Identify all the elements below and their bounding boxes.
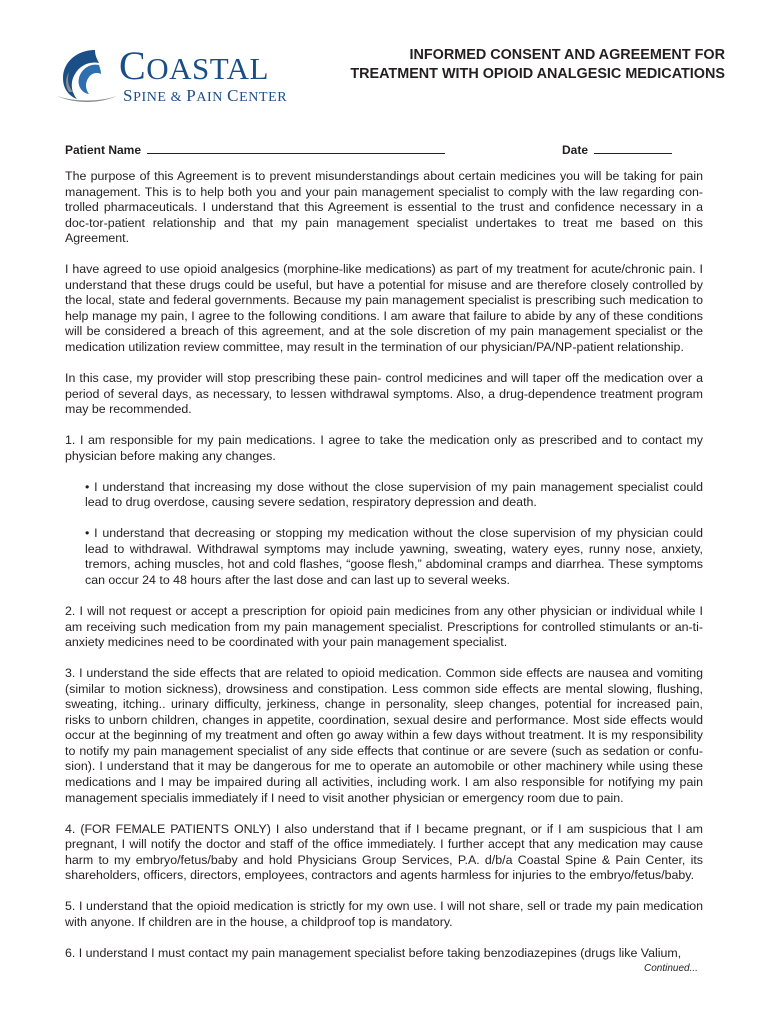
condition-4: 4. (FOR FEMALE PATIENTS ONLY) I also understand that if I became pregnant, or if I am suspicious that I am pregnant, I will notify the doctor and staff of the office immediately. I further accept that any medication may cause harm to my embryo/fetus/baby and hold Physicians Group Services, P.A. d/b/a Coastal Spine & Pain Center, its shareholders, officers, directors, employees, contractors and agents harmless for injuries to the embryo/fetus/baby. <box>65 821 703 883</box>
title-line-2: TREATMENT WITH OPIOID ANALGESIC MEDICATIONS <box>350 66 725 82</box>
opioid-use-paragraph: I have agreed to use opioid analgesics (morphine-like medications) as part of my treatment for acute/chronic pain. I understand that these drugs could be useful, but have a potential for misuse and are therefore closely controlled by the local, state and federal governments. Because my pain management specialist is prescribing such medication to help manage my pain, I agree to the following conditions. I am aware that failure to abide by any of these conditions will be considered a breach of this agreement, and at the sole discretion of my pain management specialist or the medication utilization review committee, may result in the termination of our physician/PA/NP-patient relationship. <box>65 262 703 354</box>
patient-name-blank[interactable] <box>147 142 445 154</box>
date-field[interactable] <box>562 142 672 157</box>
termination-paragraph: In this case, my provider will stop prescribing these pain- control medicines and will taper off the medication over a period of several days, as necessary, to lessen withdrawal symptoms. Also, a drug-dependence treatment program may be recommended. <box>65 371 703 417</box>
condition-6: 6. I understand I must contact my pain management specialist before taking benzodiazepines (drugs like Valium, <box>65 945 682 960</box>
title-line-1: INFORMED CONSENT AND AGREEMENT FOR <box>409 47 725 63</box>
logo-subtitle: SPINE & PAIN CENTER <box>123 86 288 105</box>
agreement-body <box>65 169 703 977</box>
condition-1-bullet-withdrawal: • I understand that decreasing or stopping my medication without the close supervision of my physician could lead to withdrawal. Withdrawal symptoms may include yawning, sweating, watery eyes, runny nose, anxiety, tremors, aching muscles, hot and cold flashes, “goose flesh,” abdominal cramps and diarrhea. These symptoms can occur 24 to 48 hours after the last dose and can last up to several weeks. <box>85 526 703 587</box>
condition-1-bullet-overdose: • I understand that increasing my dose without the close supervision of my pain management specialist could lead to drug overdose, causing severe sedation, respiratory depression and death. <box>85 479 703 510</box>
condition-3: 3. I understand the side effects that are related to opioid medication. Common side effects are nausea and vomiting (similar to motion sickness), drowsiness and constipation. Less common side effects are mental slowing, flushing, sweating, itching.. urinary difficulty, jerkiness, change in personality, sleep changes, potential for increased pain, risks to unborn children, changes in appetite, coordination, sexual desire and performance. Most side effects would occur at the beginning of my treatment and often go away within a few days without treatment. It is my responsibility to notify my pain management specialist of any side effects that continue or are severe (such as sedation or confu-sion). I understand that it may be dangerous for me to operate an automobile or other machinery while using these medications and I may be impaired during all activities, including work. I am also responsible for notifying my pain management specialis immediately if I need to visit another physician or emergency room due to pain. <box>65 666 703 805</box>
condition-5: 5. I understand that the opioid medication is strictly for my own use. I will not share, sell or trade my pain medication with anyone. If children are in the house, a childproof top is mandatory. <box>65 899 703 929</box>
continued-note: Continued... <box>644 963 698 974</box>
patient-name-field[interactable] <box>65 142 445 157</box>
condition-2: 2. I will not request or accept a prescription for opioid pain medicines from any other physician or individual while I am receiving such medication from my pain management specialist. Prescriptions for controlled stimulants or an-ti-anxiety medicines need to be coordinated with your pain management specialist. <box>65 604 703 650</box>
patient-name-label: Patient Name <box>65 143 142 157</box>
document-title <box>300 46 725 84</box>
date-blank[interactable] <box>594 142 672 154</box>
date-label: Date <box>562 143 589 157</box>
coastal-logo <box>55 44 305 110</box>
logo-wordmark: COASTAL <box>119 43 269 88</box>
purpose-paragraph: The purpose of this Agreement is to prevent misunderstandings about certain medicines you will be taking for pain management. This is to help both you and your pain management specialist to comply with the law regarding con-trolled pharmaceuticals. I understand that this Agreement is essential to the trust and confidence necessary in a doc-tor-patient relationship and that my pain management specialist undertakes to treat me based on this Agreement. <box>65 169 703 246</box>
wave-logo-icon <box>55 44 121 110</box>
condition-1: 1. I am responsible for my pain medications. I agree to take the medication only as prescribed and to contact my physician before making any changes. <box>65 433 703 463</box>
